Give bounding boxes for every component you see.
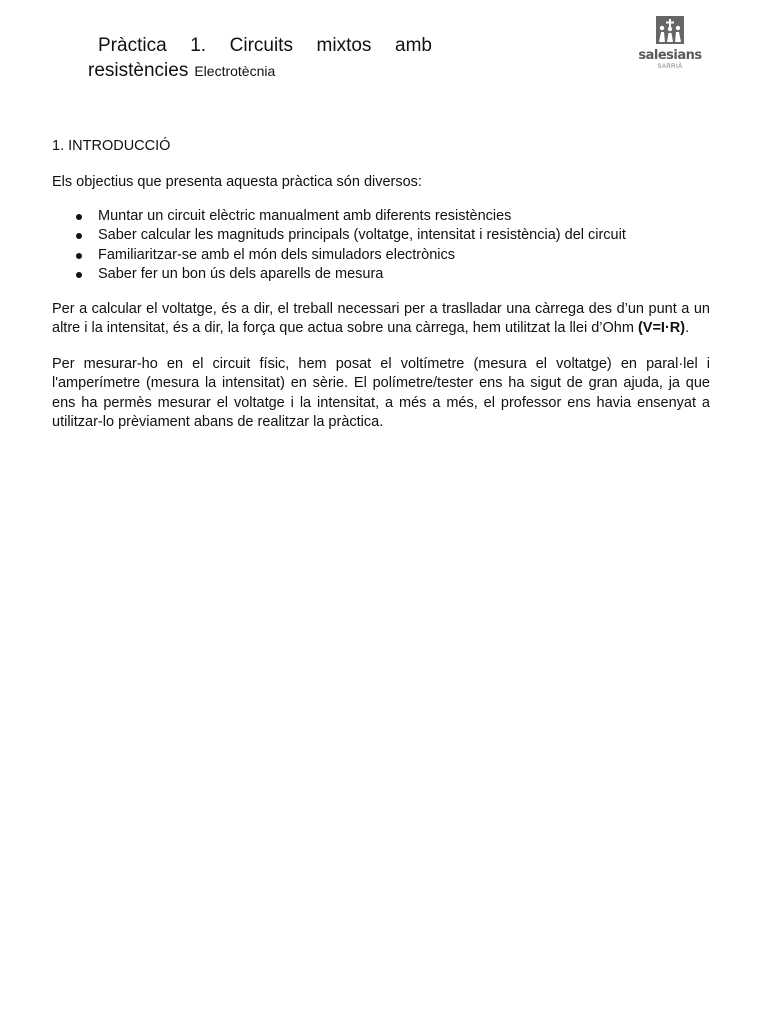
title-word: resistències xyxy=(88,60,189,81)
title-line-1 xyxy=(88,33,432,58)
objectives-list xyxy=(52,207,710,285)
paragraph-text: Per a calcular el voltatge, és a dir, el treball necessari per a traslladar una càrrega des d’un punt a un altre i la intensitat, és a dir, la força que actua sobre una càrrega, hem utilitzat la llei d’Ohm xyxy=(52,300,710,336)
document-body xyxy=(52,137,710,433)
section-heading: 1. INTRODUCCIÓ xyxy=(52,138,171,154)
logo-brand-text: salesians xyxy=(638,48,702,63)
title-word: amb xyxy=(395,35,432,56)
subject-subtitle: Electrotècnia xyxy=(194,63,276,79)
measurement-paragraph: Per mesurar-ho en el circuit físic, hem posat el voltímetre (mesura el voltatge) en paral·lel i l'amperímetre (mesura la intensitat) en sèrie. El polímetre/tester ens ha sigut de gran ajuda, ja que ens ha permès mesurar el voltatge i la intensitat, a més a més, el professor ens havia ensenyat a utilitzar-lo prèviament abans de realitzar la pràctica. xyxy=(52,355,710,430)
list-item-text: Muntar un circuit elèctric manualment amb diferents resistències xyxy=(98,207,512,224)
title-word: Circuits xyxy=(229,35,293,56)
ohm-law-paragraph xyxy=(52,300,710,339)
ohm-law-formula: (V=I·R) xyxy=(637,320,686,336)
salesians-emblem-icon xyxy=(656,16,684,44)
title-word: 1. xyxy=(190,35,207,56)
list-item xyxy=(52,265,710,285)
title-word: Pràctica xyxy=(98,35,167,56)
logo-location-text: SARRIÀ xyxy=(657,64,683,70)
list-item xyxy=(52,226,710,246)
paragraph-end: . xyxy=(685,320,690,336)
bullet-dot-icon xyxy=(76,233,82,239)
title-word: mixtos xyxy=(316,35,372,56)
document-title xyxy=(88,33,432,84)
list-item-text: Saber calcular les magnituds principals (voltatge, intensitat i resistència) del circuit xyxy=(98,227,626,243)
list-item-text: Saber fer un bon ús dels aparells de mesura xyxy=(98,266,384,282)
salesians-logo xyxy=(630,16,710,76)
bullet-dot-icon xyxy=(76,214,82,220)
list-item-text: Familiaritzar-se amb el món dels simuladors electrònics xyxy=(98,246,455,263)
intro-paragraph: Els objectius que presenta aquesta pràctica són diversos: xyxy=(52,174,422,190)
list-item xyxy=(52,246,710,266)
bullet-dot-icon xyxy=(76,253,82,259)
bullet-dot-icon xyxy=(76,272,82,278)
list-item xyxy=(52,207,710,227)
title-line-2 xyxy=(88,58,432,84)
